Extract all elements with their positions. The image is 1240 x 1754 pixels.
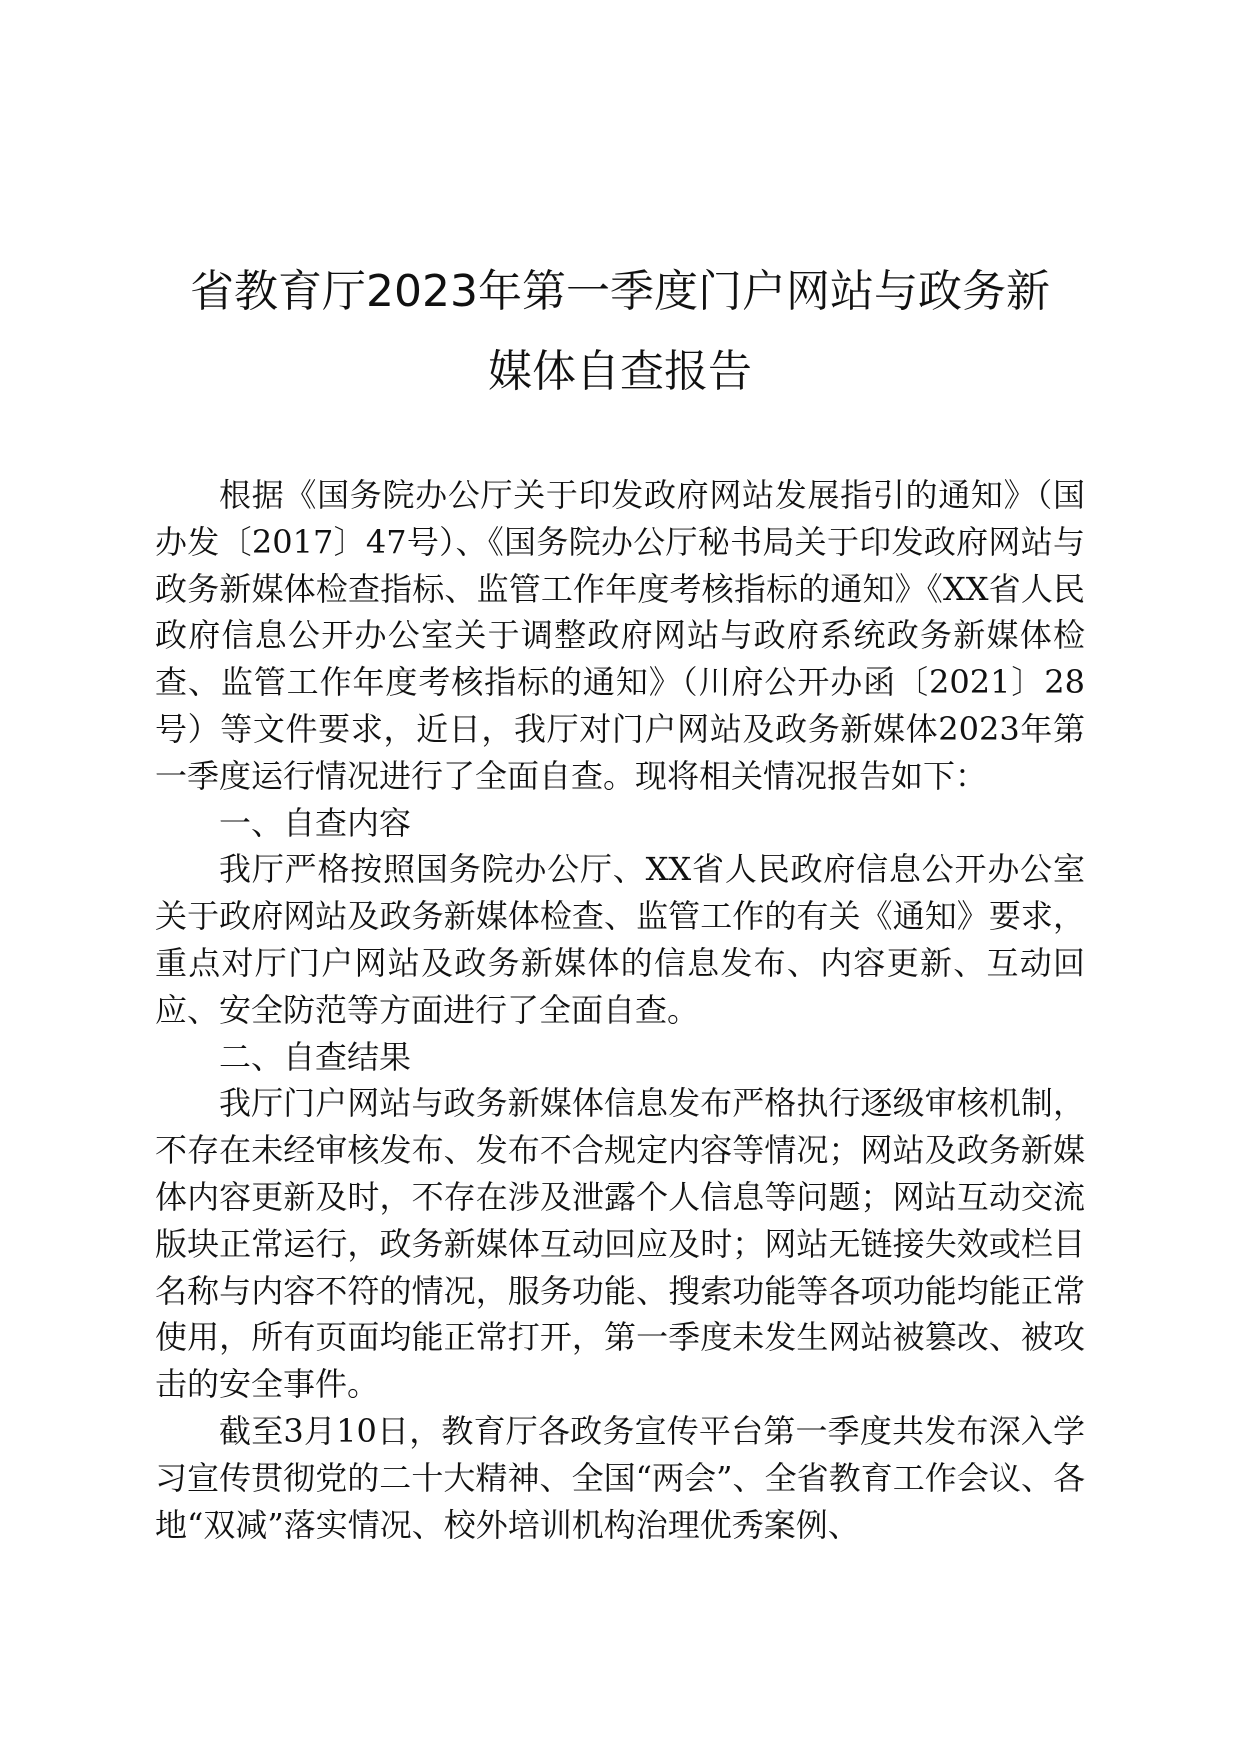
section-heading-results: 二、自查结果 [219, 1037, 412, 1076]
section-heading-content: 一、自查内容 [219, 803, 412, 842]
document-body [155, 472, 1085, 1548]
paragraph-statistics: 截至3月10日，教育厅各政务宣传平台第一季度共发布深入学习宣传贯彻党的二十大精神、全国“两会”、全省教育工作会议、各地“双减”落实情况、校外培训机构治理优秀案例、 [155, 1411, 1085, 1544]
paragraph-results: 我厅门户网站与政务新媒体信息发布严格执行逐级审核机制，不存在未经审核发布、发布不合规定内容等情况；网站及政务新媒体内容更新及时，不存在涉及泄露个人信息等问题；网站互动交流版块正常运行，政务新媒体互动回应及时；网站无链接失效或栏目名称与内容不符的情况，服务功能、搜索功能等各项功能均能正常使用，所有页面均能正常打开，第一季度未发生网站被篡改、被攻击的安全事件。 [155, 1084, 1085, 1404]
paragraph-content: 我厅严格按照国务院办公厅、XX省人民政府信息公开办公室关于政府网站及政务新媒体检查、监管工作的有关《通知》要求，重点对厅门户网站及政务新媒体的信息发布、内容更新、互动回应、安全防范等方面进行了全面自查。 [155, 850, 1085, 1029]
paragraph-intro: 根据《国务院办公厅关于印发政府网站发展指引的通知》（国办发〔2017〕47号）、《国务院办公厅秘书局关于印发政府网站与政务新媒体检查指标、监管工作年度考核指标的通知》《XX省人民政府信息公开办公室关于调整政府网站与政府系统政务新媒体检查、监管工作年度考核指标的通知》（川府公开办函〔2021〕28号）等文件要求，近日，我厅对门户网站及政务新媒体2023年第一季度运行情况进行了全面自查。现将相关情况报告如下： [155, 476, 1085, 795]
document-title [150, 252, 1090, 412]
title-line-1: 省教育厅2023年第一季度门户网站与政务新 [190, 266, 1050, 317]
title-line-2: 媒体自查报告 [488, 346, 752, 397]
